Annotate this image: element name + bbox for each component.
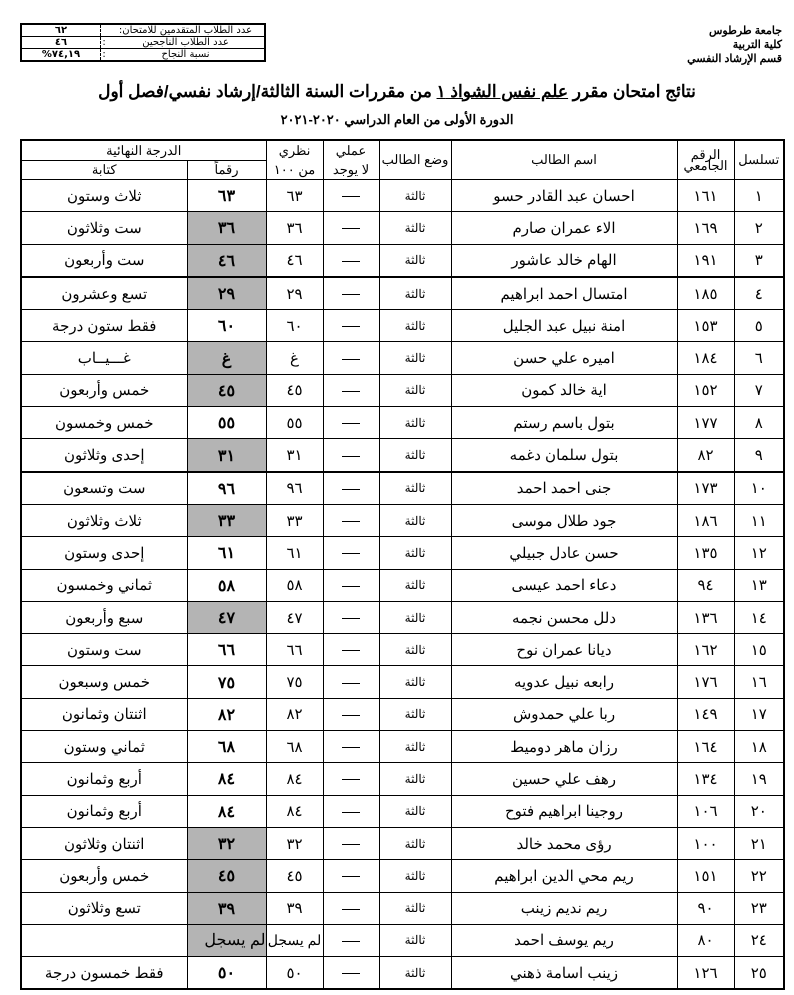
table-row xyxy=(21,439,784,472)
cell-final-words xyxy=(21,924,187,956)
stats-row-rate xyxy=(21,49,265,62)
cell-student-status: ثالثة xyxy=(379,244,451,277)
exam-session-subtitle: الدورة الأولى من العام الدراسي ٢٠٢٠-٢٠٢١ xyxy=(280,112,514,127)
cell-university-id: ١٦٩ xyxy=(677,212,734,244)
cell-student-name: ربا علي حمدوش xyxy=(451,698,677,730)
cell-university-id: ٨٠ xyxy=(677,924,734,956)
col-header-practical: عملي xyxy=(323,140,379,161)
cell-university-id: ١٨٦ xyxy=(677,504,734,536)
cell-practical xyxy=(323,666,379,698)
cell-serial: ٢٤ xyxy=(734,924,784,956)
cell-final-digits: ٣٢ xyxy=(187,827,266,859)
cell-serial: ١١ xyxy=(734,504,784,536)
cell-university-id: ١٢٦ xyxy=(677,957,734,990)
no-practical-dash-icon xyxy=(342,553,360,554)
cell-student-name: زينب اسامة ذهني xyxy=(451,957,677,990)
cell-university-id: ١٦٢ xyxy=(677,634,734,666)
no-practical-dash-icon xyxy=(342,423,360,424)
cell-serial: ٢٢ xyxy=(734,860,784,892)
col-header-theory: نظري xyxy=(266,140,323,161)
cell-practical xyxy=(323,374,379,406)
cell-final-words: تسع وثلاثون xyxy=(21,892,187,924)
cell-practical xyxy=(323,244,379,277)
cell-student-status: ثالثة xyxy=(379,634,451,666)
cell-student-name: الاء عمران صارم xyxy=(451,212,677,244)
no-practical-dash-icon xyxy=(342,261,360,262)
cell-student-status: ثالثة xyxy=(379,892,451,924)
no-practical-dash-icon xyxy=(342,489,360,490)
cell-student-status: ثالثة xyxy=(379,310,451,342)
cell-theory: ٥٠ xyxy=(266,957,323,990)
cell-student-name: امنة نبيل عبد الجليل xyxy=(451,310,677,342)
cell-final-digits: ٢٩ xyxy=(187,277,266,310)
cell-final-digits: ٧٥ xyxy=(187,666,266,698)
cell-student-name: جنى احمد احمد xyxy=(451,472,677,505)
no-practical-dash-icon xyxy=(342,228,360,229)
no-practical-dash-icon xyxy=(342,650,360,651)
cell-theory: ٦٦ xyxy=(266,634,323,666)
cell-final-words: سبع وأربعون xyxy=(21,601,187,633)
cell-student-status: ثالثة xyxy=(379,731,451,763)
cell-final-digits: ٩٦ xyxy=(187,472,266,505)
table-row xyxy=(21,698,784,730)
table-row xyxy=(21,472,784,505)
cell-student-name: رؤى محمد خالد xyxy=(451,827,677,859)
cell-final-words: ست وستون xyxy=(21,634,187,666)
cell-theory: ٤٧ xyxy=(266,601,323,633)
no-practical-dash-icon xyxy=(342,844,360,845)
col-header-final-grade: الدرجة النهائية xyxy=(21,140,266,161)
cell-university-id: ٩٠ xyxy=(677,892,734,924)
cell-student-status: ثالثة xyxy=(379,277,451,310)
table-row xyxy=(21,827,784,859)
cell-student-name: رهف علي حسين xyxy=(451,763,677,795)
no-practical-dash-icon xyxy=(342,973,360,974)
cell-final-digits: لم يسجل xyxy=(187,924,266,956)
col-subheader-practical: لا يوجد xyxy=(323,161,379,180)
cell-final-words: إحدى وستون xyxy=(21,537,187,569)
cell-student-name: بتول سلمان دغمه xyxy=(451,439,677,472)
table-row xyxy=(21,277,784,310)
cell-student-name: رزان ماهر دوميط xyxy=(451,731,677,763)
table-row xyxy=(21,374,784,406)
cell-student-name: ريم نديم زينب xyxy=(451,892,677,924)
cell-theory: ٣٣ xyxy=(266,504,323,536)
cell-practical xyxy=(323,795,379,827)
cell-final-digits: ٣٩ xyxy=(187,892,266,924)
cell-serial: ١٣ xyxy=(734,569,784,601)
cell-university-id: ١٦٤ xyxy=(677,731,734,763)
cell-final-digits: ٤٥ xyxy=(187,374,266,406)
cell-student-name: روجينا ابراهيم فتوح xyxy=(451,795,677,827)
cell-theory: لم يسجل xyxy=(266,924,323,956)
cell-student-status: ثالثة xyxy=(379,407,451,439)
cell-student-status: ثالثة xyxy=(379,504,451,536)
cell-theory: ٦٠ xyxy=(266,310,323,342)
cell-university-id: ١٧٦ xyxy=(677,666,734,698)
cell-final-digits: ٥٨ xyxy=(187,569,266,601)
cell-student-name: اية خالد كمون xyxy=(451,374,677,406)
cell-theory: ٧٥ xyxy=(266,666,323,698)
cell-theory: ٢٩ xyxy=(266,277,323,310)
cell-final-words: أربع وثمانون xyxy=(21,763,187,795)
cell-serial: ١٥ xyxy=(734,634,784,666)
cell-practical xyxy=(323,407,379,439)
cell-practical xyxy=(323,601,379,633)
table-row xyxy=(21,763,784,795)
cell-final-digits: ٨٤ xyxy=(187,795,266,827)
institution-header xyxy=(687,24,782,66)
cell-practical xyxy=(323,180,379,212)
cell-student-status: ثالثة xyxy=(379,601,451,633)
cell-student-name: دلل محسن نجمه xyxy=(451,601,677,633)
cell-final-digits: ٣١ xyxy=(187,439,266,472)
cell-university-id: ١٣٤ xyxy=(677,763,734,795)
cell-practical xyxy=(323,439,379,472)
cell-practical xyxy=(323,924,379,956)
cell-final-words: ثماني وستون xyxy=(21,731,187,763)
cell-serial: ١ xyxy=(734,180,784,212)
cell-theory: ٥٥ xyxy=(266,407,323,439)
cell-student-name: الهام خالد عاشور xyxy=(451,244,677,277)
cell-theory: ٨٤ xyxy=(266,795,323,827)
cell-serial: ٢ xyxy=(734,212,784,244)
cell-final-words: فقط ستون درجة xyxy=(21,310,187,342)
cell-student-status: ثالثة xyxy=(379,698,451,730)
cell-university-id: ١٣٥ xyxy=(677,537,734,569)
cell-student-status: ثالثة xyxy=(379,666,451,698)
cell-theory: ٦٨ xyxy=(266,731,323,763)
cell-student-name: بتول باسم رستم xyxy=(451,407,677,439)
cell-serial: ١٩ xyxy=(734,763,784,795)
cell-final-words: خمس وخمسون xyxy=(21,407,187,439)
col-subheader-final-words: كتابة xyxy=(21,161,187,180)
table-row xyxy=(21,924,784,956)
table-row xyxy=(21,212,784,244)
cell-university-id: ١٤٩ xyxy=(677,698,734,730)
cell-serial: ١٨ xyxy=(734,731,784,763)
cell-student-status: ثالثة xyxy=(379,180,451,212)
cell-theory: ٤٥ xyxy=(266,860,323,892)
cell-practical xyxy=(323,472,379,505)
cell-theory: ٥٨ xyxy=(266,569,323,601)
col-header-serial: تسلسل xyxy=(734,140,784,180)
cell-theory: ٤٥ xyxy=(266,374,323,406)
cell-university-id: ١٥٢ xyxy=(677,374,734,406)
col-header-student-name: اسم الطالب xyxy=(451,140,677,180)
results-table-body xyxy=(21,180,784,990)
cell-theory: ٣٦ xyxy=(266,212,323,244)
faculty-name: كلية التربية xyxy=(732,39,782,51)
stats-row-applicants xyxy=(21,24,265,37)
table-row xyxy=(21,860,784,892)
cell-serial: ٢١ xyxy=(734,827,784,859)
passed-separator: : xyxy=(102,37,106,48)
stats-row-passed xyxy=(21,37,265,49)
cell-practical xyxy=(323,634,379,666)
table-row xyxy=(21,504,784,536)
cell-final-words: ثلاث وستون xyxy=(21,180,187,212)
col-header-university-id: الرقم الجامعي xyxy=(677,140,734,180)
cell-final-digits: ٤٥ xyxy=(187,860,266,892)
cell-theory: ٣١ xyxy=(266,439,323,472)
cell-student-status: ثالثة xyxy=(379,924,451,956)
cell-serial: ١٤ xyxy=(734,601,784,633)
cell-final-words: ثماني وخمسون xyxy=(21,569,187,601)
cell-university-id: ١٩١ xyxy=(677,244,734,277)
cell-final-digits: غ xyxy=(187,342,266,374)
title-prefix: نتائج امتحان مقرر xyxy=(568,82,696,101)
cell-final-words: تسع وعشرون xyxy=(21,277,187,310)
table-row xyxy=(21,342,784,374)
cell-practical xyxy=(323,277,379,310)
table-row xyxy=(21,407,784,439)
table-row xyxy=(21,795,784,827)
cell-university-id: ١٨٥ xyxy=(677,277,734,310)
no-practical-dash-icon xyxy=(342,294,360,295)
cell-university-id: ٨٢ xyxy=(677,439,734,472)
cell-theory: ٦١ xyxy=(266,537,323,569)
cell-final-words: ست وثلاثون xyxy=(21,212,187,244)
cell-serial: ١٧ xyxy=(734,698,784,730)
cell-theory: غ xyxy=(266,342,323,374)
table-row xyxy=(21,310,784,342)
cell-university-id: ٩٤ xyxy=(677,569,734,601)
no-practical-dash-icon xyxy=(342,391,360,392)
table-row xyxy=(21,666,784,698)
passed-label: عدد الطلاب الناجحين xyxy=(107,37,265,49)
cell-practical xyxy=(323,860,379,892)
table-row xyxy=(21,957,784,990)
table-row xyxy=(21,634,784,666)
cell-theory: ٨٢ xyxy=(266,698,323,730)
cell-student-status: ثالثة xyxy=(379,763,451,795)
cell-final-digits: ٥٠ xyxy=(187,957,266,990)
no-practical-dash-icon xyxy=(342,683,360,684)
col-subheader-final-digits: رقماً xyxy=(187,161,266,180)
cell-serial: ٣ xyxy=(734,244,784,277)
passed-count: ٤٦ xyxy=(21,37,101,49)
cell-practical xyxy=(323,310,379,342)
cell-student-status: ثالثة xyxy=(379,795,451,827)
no-practical-dash-icon xyxy=(342,359,360,360)
cell-serial: ٩ xyxy=(734,439,784,472)
cell-practical xyxy=(323,537,379,569)
cell-final-words: غـــيــاب xyxy=(21,342,187,374)
cell-student-status: ثالثة xyxy=(379,472,451,505)
page-footer-cutoff xyxy=(0,988,794,995)
no-practical-dash-icon xyxy=(342,326,360,327)
cell-final-digits: ٦١ xyxy=(187,537,266,569)
cell-student-name: رابعه نبيل عدويه xyxy=(451,666,677,698)
cell-serial: ١٢ xyxy=(734,537,784,569)
cell-practical xyxy=(323,342,379,374)
rate-separator: : xyxy=(102,49,106,60)
cell-university-id: ١٧٧ xyxy=(677,407,734,439)
cell-final-words: إحدى وثلاثون xyxy=(21,439,187,472)
col-subheader-theory: من ١٠٠ xyxy=(266,161,323,180)
cell-theory: ٤٦ xyxy=(266,244,323,277)
no-practical-dash-icon xyxy=(342,812,360,813)
cell-final-digits: ٦٣ xyxy=(187,180,266,212)
cell-student-name: حسن عادل جبيلي xyxy=(451,537,677,569)
no-practical-dash-icon xyxy=(342,196,360,197)
summary-stats-box xyxy=(20,23,266,62)
cell-student-status: ثالثة xyxy=(379,374,451,406)
cell-university-id: ١٥١ xyxy=(677,860,734,892)
cell-final-words: خمس وأربعون xyxy=(21,860,187,892)
no-practical-dash-icon xyxy=(342,586,360,587)
table-row xyxy=(21,244,784,277)
cell-practical xyxy=(323,698,379,730)
col-header-student-status: وضع الطالب xyxy=(379,140,451,180)
cell-theory: ٣٢ xyxy=(266,827,323,859)
table-row xyxy=(21,892,784,924)
cell-student-name: امتسال احمد ابراهيم xyxy=(451,277,677,310)
no-practical-dash-icon xyxy=(342,456,360,457)
cell-final-words: فقط خمسون درجة xyxy=(21,957,187,990)
cell-student-status: ثالثة xyxy=(379,957,451,990)
cell-final-words: اثنتان وثمانون xyxy=(21,698,187,730)
header-row-1 xyxy=(21,140,784,161)
cell-student-name: دعاء احمد عيسى xyxy=(451,569,677,601)
cell-final-words: أربع وثمانون xyxy=(21,795,187,827)
university-name: جامعة طرطوس xyxy=(709,25,782,37)
cell-theory: ٣٩ xyxy=(266,892,323,924)
cell-final-digits: ٣٦ xyxy=(187,212,266,244)
cell-practical xyxy=(323,731,379,763)
results-table xyxy=(20,139,785,990)
page-title xyxy=(0,82,794,102)
cell-university-id: ١٨٤ xyxy=(677,342,734,374)
cell-final-words: اثنتان وثلاثون xyxy=(21,827,187,859)
cell-practical xyxy=(323,212,379,244)
table-row xyxy=(21,180,784,212)
cell-final-digits: ٨٤ xyxy=(187,763,266,795)
cell-final-digits: ٤٦ xyxy=(187,244,266,277)
cell-student-status: ثالثة xyxy=(379,212,451,244)
cell-practical xyxy=(323,827,379,859)
cell-university-id: ١٠٠ xyxy=(677,827,734,859)
cell-final-words: ست وأربعون xyxy=(21,244,187,277)
applicants-count: ٦٢ xyxy=(21,24,101,37)
cell-final-digits: ٥٥ xyxy=(187,407,266,439)
cell-practical xyxy=(323,892,379,924)
cell-university-id: ١٥٣ xyxy=(677,310,734,342)
cell-student-name: ريم محي الدين ابراهيم xyxy=(451,860,677,892)
cell-university-id: ١٣٦ xyxy=(677,601,734,633)
table-row xyxy=(21,601,784,633)
cell-serial: ٦ xyxy=(734,342,784,374)
cell-final-words: خمس وسبعون xyxy=(21,666,187,698)
cell-student-status: ثالثة xyxy=(379,439,451,472)
cell-serial: ٢٥ xyxy=(734,957,784,990)
pass-rate: %٧٤,١٩ xyxy=(21,49,101,62)
cell-serial: ٢٣ xyxy=(734,892,784,924)
cell-serial: ٨ xyxy=(734,407,784,439)
title-suffix: من مقررات السنة الثالثة/إرشاد نفسي/فصل أول xyxy=(98,82,437,101)
cell-final-digits: ٤٧ xyxy=(187,601,266,633)
cell-practical xyxy=(323,504,379,536)
cell-university-id: ١٠٦ xyxy=(677,795,734,827)
cell-student-name: احسان عبد القادر حسو xyxy=(451,180,677,212)
cell-practical xyxy=(323,763,379,795)
cell-theory: ٨٤ xyxy=(266,763,323,795)
table-row xyxy=(21,731,784,763)
no-practical-dash-icon xyxy=(342,747,360,748)
cell-final-digits: ٦٦ xyxy=(187,634,266,666)
cell-practical xyxy=(323,957,379,990)
cell-student-status: ثالثة xyxy=(379,569,451,601)
cell-serial: ٥ xyxy=(734,310,784,342)
cell-theory: ٩٦ xyxy=(266,472,323,505)
cell-final-words: خمس وأربعون xyxy=(21,374,187,406)
cell-final-words: ست وتسعون xyxy=(21,472,187,505)
course-name: علم نفس الشواذ ١ xyxy=(436,82,569,101)
no-practical-dash-icon xyxy=(342,618,360,619)
cell-student-name: ريم يوسف احمد xyxy=(451,924,677,956)
cell-theory: ٦٣ xyxy=(266,180,323,212)
cell-student-name: اميره علي حسن xyxy=(451,342,677,374)
table-row xyxy=(21,537,784,569)
cell-student-status: ثالثة xyxy=(379,827,451,859)
cell-final-digits: ٨٢ xyxy=(187,698,266,730)
cell-final-digits: ٣٣ xyxy=(187,504,266,536)
cell-final-digits: ٦٨ xyxy=(187,731,266,763)
department-name: قسم الإرشاد النفسي xyxy=(687,53,782,65)
cell-serial: ١٠ xyxy=(734,472,784,505)
pass-rate-label: نسبة النجاح xyxy=(161,49,210,60)
cell-student-status: ثالثة xyxy=(379,537,451,569)
cell-university-id: ١٦١ xyxy=(677,180,734,212)
no-practical-dash-icon xyxy=(342,715,360,716)
cell-student-status: ثالثة xyxy=(379,342,451,374)
cell-practical xyxy=(323,569,379,601)
applicants-label: عدد الطلاب المتقدمين للامتحان: xyxy=(107,24,265,37)
cell-serial: ١٦ xyxy=(734,666,784,698)
cell-student-name: جود طلال موسى xyxy=(451,504,677,536)
cell-serial: ٢٠ xyxy=(734,795,784,827)
no-practical-dash-icon xyxy=(342,909,360,910)
no-practical-dash-icon xyxy=(342,876,360,877)
table-row xyxy=(21,569,784,601)
no-practical-dash-icon xyxy=(342,941,360,942)
cell-serial: ٤ xyxy=(734,277,784,310)
cell-student-status: ثالثة xyxy=(379,860,451,892)
cell-final-digits: ٦٠ xyxy=(187,310,266,342)
cell-university-id: ١٧٣ xyxy=(677,472,734,505)
no-practical-dash-icon xyxy=(342,521,360,522)
cell-serial: ٧ xyxy=(734,374,784,406)
cell-final-words: ثلاث وثلاثون xyxy=(21,504,187,536)
no-practical-dash-icon xyxy=(342,779,360,780)
cell-student-name: ديانا عمران نوح xyxy=(451,634,677,666)
